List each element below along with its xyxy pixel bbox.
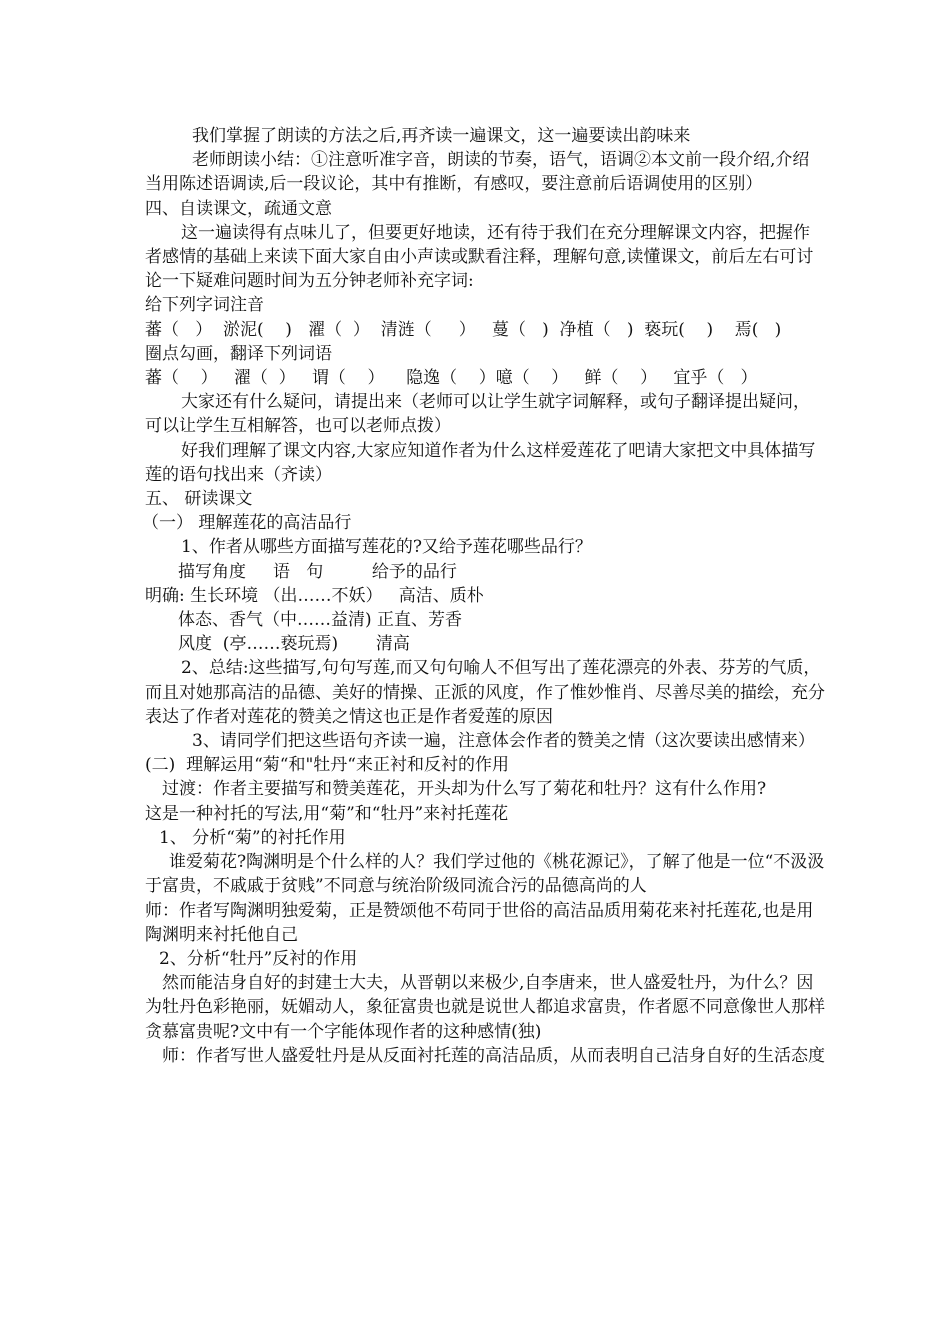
exercise-translate-items: 蕃（ ） 濯（ ） 谓（ ） 隐逸（ ）噫（ ） 鲜（ ） 宜乎（ ） <box>145 368 758 389</box>
exercise-heading-pinyin: 给下列字词注音 <box>145 295 264 316</box>
table-row-posture: 体态、香气（中……益清) 正直、芳香 <box>178 610 463 631</box>
paragraph-contrast-method: 这是一种衬托的写法,用“菊”和“牡丹”来衬托莲花 <box>145 803 509 824</box>
paragraph-questions: 大家还有什么疑问，请提出来（老师可以让学生就字词解释，或句子翻译提出疑问，可以让学生互相解答，也可以老师点拨） <box>145 392 810 437</box>
section-heading-5: 五、 研读课文 <box>145 489 253 510</box>
table-row-demeanor: 风度 (亭……亵玩焉) 清高 <box>178 634 410 655</box>
exercise-heading-translate: 圈点勾画，翻译下列词语 <box>145 343 332 364</box>
paragraph-self-read: 这一遍读得有点味儿了，但要更好地读，还有待于我们在充分理解课文内容，把握作者感情的基础上来读下面大家自由小声读或默看注释，理解句意,读懂课文，前后左右可讨论一下疑难问题时间为五分钟老师补充字词: <box>145 222 814 292</box>
paragraph-tao-yuanming: 谁爱菊花?陶渊明是个什么样的人？我们学过他的《桃花源记》，了解了他是一位“不汲汲于富贵，不戚戚于贫贱”不同意与统治阶级同流合污的品德高尚的人 <box>145 852 825 897</box>
subsection-heading-1: （一） 理解莲花的高洁品行 <box>142 513 352 534</box>
paragraph-read-aloud: 我们掌握了朗读的方法之后,再齐读一遍课文，这一遍要读出韵味来 <box>192 126 691 146</box>
paragraph-teacher-peony: 师：作者写世人盛爱牡丹是从反面衬托莲的高洁品质，从而表明自己洁身自好的生活态度 <box>162 1045 825 1066</box>
exercise-pinyin-items: 蕃（ ） 淤泥( ) 濯（ ） 清涟（ ） 蔓（ ) 净植（ ) 亵玩( ) 焉( ) <box>145 319 782 340</box>
paragraph-read-3: 3、请同学们把这些语句齐读一遍，注意体会作者的赞美之情（这次要读出感情来） <box>192 731 815 752</box>
table-header-row: 描写角度 语 句 给予的品行 <box>178 561 457 582</box>
heading-peony: 2、分析“牡丹”反衬的作用 <box>159 948 358 969</box>
heading-chrysanthemum: 1、 分析“菊”的衬托作用 <box>159 827 346 848</box>
paragraph-find-sentences: 好我们理解了课文内容,大家应知道作者为什么这样爱莲花了吧请大家把文中具体描写莲的语句找出来（齐读） <box>145 440 816 485</box>
table-row-environment: 明确: 生长环境 （出……不妖） 高洁、质朴 <box>145 585 484 606</box>
paragraph-teacher-chrysanthemum: 师：作者写陶渊明独爱菊，正是赞颂他不苟同于世俗的高洁品质用菊花来衬托莲花,也是用陶渊明来衬托他自己 <box>145 900 814 945</box>
paragraph-summary-2: 2、总结:这些描写,句句写莲,而又句句喻人不但写出了莲花漂亮的外表、芬芳的气质，而且对她那高洁的品德、美好的情操、正派的风度，作了惟妙惟肖、尽善尽美的描绘，充分表达了作者对莲花的赞美之情这也正是作者爱莲的原因 <box>145 658 825 727</box>
subsection-heading-2: (二) 理解运用“菊“和"牡丹“来正衬和反衬的作用 <box>145 755 509 776</box>
question-1: 1、作者从哪些方面描写莲花的?又给予莲花哪些品行？ <box>181 537 592 558</box>
document-body <box>142 124 825 1068</box>
paragraph-peony: 然而能洁身自好的封建士大夫，从晋朝以来极少,自李唐来，世人盛爱牡丹，为什么？因为牡丹色彩艳丽，妩媚动人，象征富贵也就是说世人都追求富贵，作者愿不同意像世人那样贪慕富贵呢?文中有一个字能体现作者的这种感情(独) <box>145 973 825 1042</box>
paragraph-transition: 过渡：作者主要描写和赞美莲花，开头却为什么写了菊花和牡丹？这有什么作用? <box>162 779 767 800</box>
section-heading-4: 四、自读课文，疏通文意 <box>145 198 332 219</box>
paragraph-teacher-summary: 老师朗读小结：①注意听准字音，朗读的节奏，语气，语调②本文前一段介绍,介绍当用陈述语调读,后一段议论，其中有推断，有感叹，要注意前后语调使用的区别） <box>145 150 810 195</box>
